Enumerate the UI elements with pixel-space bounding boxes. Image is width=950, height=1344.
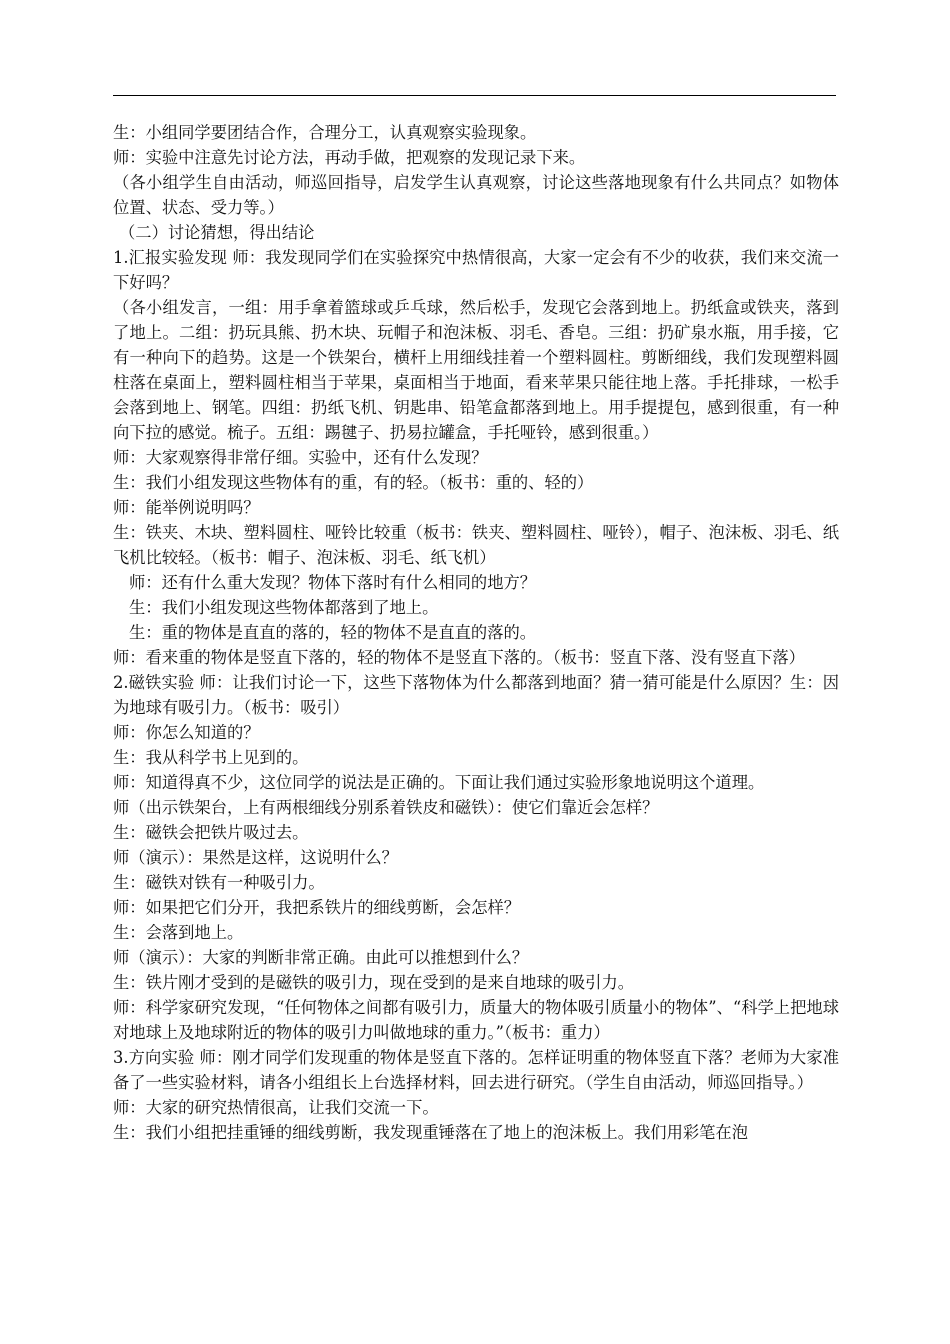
paragraph: 生：铁片刚才受到的是磁铁的吸引力，现在受到的是来自地球的吸引力。 <box>113 973 635 992</box>
document-body <box>113 120 839 1145</box>
paragraph: 师（演示）：果然是这样，这说明什么？ <box>113 848 398 867</box>
paragraph: 生：小组同学要团结合作，合理分工，认真观察实验现象。 <box>113 123 537 142</box>
paragraph: （各小组发言，一组：用手拿着篮球或乒乓球，然后松手，发现它会落到地上。扔纸盒或铁夹，落到了地上。二组：扔玩具熊、扔木块、玩帽子和泡沫板、羽毛、香皂。三组：扔矿泉水瓶，用手接，它有一种向下的趋势。这是一个铁架台，横杆上用细线挂着一个塑料圆柱。剪断细线，我们发现塑料圆柱落在桌面上，塑料圆柱相当于苹果，桌面相当于地面，看来苹果只能往地上落。手托排球，一松手会落到地上、钢笔。四组：扔纸飞机、钥匙串、铅笔盒都落到地上。用手提提包，感到很重，有一种向下拉的感觉。梳子。五组：踢毽子、扔易拉罐盒，手托哑铃，感到很重。） <box>113 298 839 442</box>
paragraph: 师（出示铁架台，上有两根细线分别系着铁皮和磁铁）：使它们靠近会怎样？ <box>113 798 659 817</box>
paragraph: 生：我们小组发现这些物体都落到了地上。 <box>129 598 439 617</box>
paragraph: 生：磁铁对铁有一种吸引力。 <box>113 873 325 892</box>
paragraph: 2.磁铁实验 师：让我们讨论一下，这些下落物体为什么都落到地面？猜一猜可能是什么原因？生：因为地球有吸引力。（板书：吸引） <box>113 673 839 717</box>
paragraph: 师：看来重的物体是竖直下落的，轻的物体不是竖直下落的。（板书：竖直下落、没有竖直下落） <box>113 648 805 667</box>
paragraph: 生：重的物体是直直的落的，轻的物体不是直直的落的。 <box>129 623 537 642</box>
paragraph: 师：科学家研究发现，“任何物体之间都有吸引力，质量大的物体吸引质量小的物体”、“科学上把地球对地球上及地球附近的物体的吸引力叫做地球的重力。”（板书：重力） <box>113 998 839 1042</box>
paragraph: 生：会落到地上。 <box>113 923 244 942</box>
paragraph: 师：能举例说明吗？ <box>113 498 260 517</box>
paragraph: 师：大家的研究热情很高，让我们交流一下。 <box>113 1098 439 1117</box>
paragraph: （各小组学生自由活动，师巡回指导，启发学生认真观察，讨论这些落地现象有什么共同点？如物体位置、状态、受力等。） <box>113 173 839 217</box>
paragraph: 生：我们小组把挂重锤的细线剪断，我发现重锤落在了地上的泡沫板上。我们用彩笔在泡 <box>113 1123 748 1142</box>
paragraph: 3.方向实验 师：刚才同学们发现重的物体是竖直下落的。怎样证明重的物体竖直下落？老师为大家准备了一些实验材料，请各小组组长上台选择材料，回去进行研究。（学生自由活动，师巡回指导。） <box>113 1048 839 1092</box>
paragraph: 师：知道得真不少，这位同学的说法是正确的。下面让我们通过实验形象地说明这个道理。 <box>113 773 765 792</box>
paragraph: 师：实验中注意先讨论方法，再动手做，把观察的发现记录下来。 <box>113 148 586 167</box>
paragraph: 生：铁夹、木块、塑料圆柱、哑铃比较重（板书：铁夹、塑料圆柱、哑铃），帽子、泡沫板、羽毛、纸飞机比较轻。（板书：帽子、泡沫板、羽毛、纸飞机） <box>113 523 839 567</box>
paragraph: （二）讨论猜想，得出结论 <box>119 223 315 242</box>
paragraph: 生：我们小组发现这些物体有的重，有的轻。（板书：重的、轻的） <box>113 473 594 492</box>
header-rule <box>113 95 836 96</box>
paragraph: 生：我从科学书上见到的。 <box>113 748 309 767</box>
paragraph: 师（演示）：大家的判断非常正确。由此可以推想到什么？ <box>113 948 529 967</box>
paragraph: 师：你怎么知道的？ <box>113 723 260 742</box>
paragraph: 1.汇报实验发现 师：我发现同学们在实验探究中热情很高，大家一定会有不少的收获，我们来交流一下好吗？ <box>113 248 839 292</box>
paragraph: 师：大家观察得非常仔细。实验中，还有什么发现？ <box>113 448 488 467</box>
paragraph: 师：还有什么重大发现？物体下落时有什么相同的地方？ <box>129 573 537 592</box>
paragraph: 生：磁铁会把铁片吸过去。 <box>113 823 309 842</box>
paragraph: 师：如果把它们分开，我把系铁片的细线剪断，会怎样？ <box>113 898 521 917</box>
